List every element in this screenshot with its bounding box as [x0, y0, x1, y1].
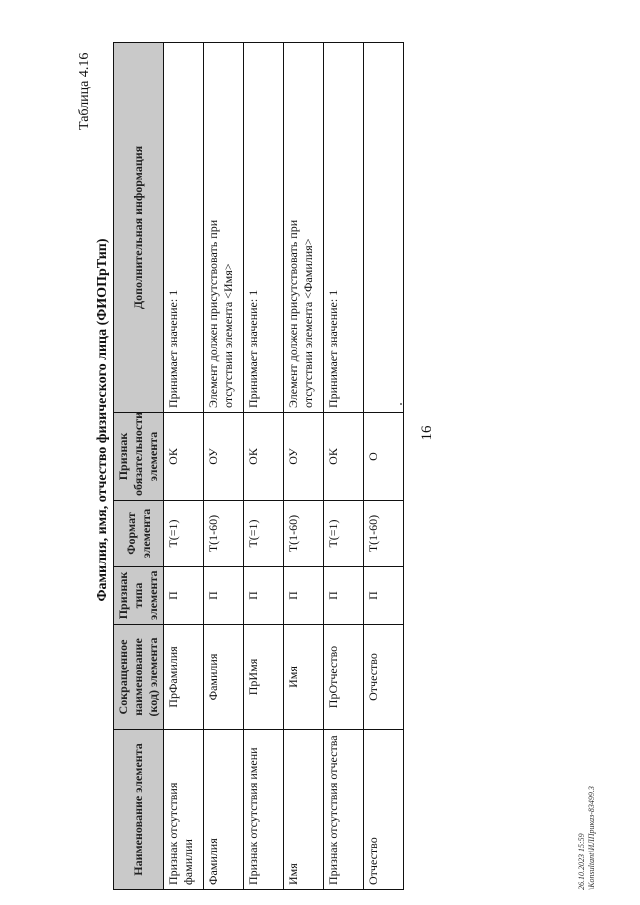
header-cell: Признак обязательности элемента [114, 413, 164, 501]
cell-required: ОК [164, 413, 204, 501]
cell-required: ОУ [204, 413, 244, 501]
cell-name: Имя [284, 730, 324, 890]
info-line: отсутствии элемента <Имя> [221, 263, 235, 408]
cell-type: П [244, 567, 284, 625]
scan-speck [400, 403, 402, 405]
cell-code: ПрОтчество [324, 625, 364, 730]
cell-required: ОК [244, 413, 284, 501]
info-line: Принимает значение: 1 [326, 289, 340, 408]
table-row [244, 43, 284, 890]
cell-format: T(=1) [324, 501, 364, 567]
cell-info [204, 43, 244, 413]
cell-code: ПрФамилия [164, 625, 204, 730]
cell-format: T(1-60) [284, 501, 324, 567]
header-cell: Формат элемента [114, 501, 164, 567]
cell-name: Отчество [364, 730, 404, 890]
table-title: Фамилия, имя, отчество физического лица (ФИОПрТип) [95, 238, 110, 602]
cell-type: П [164, 567, 204, 625]
table-row [284, 43, 324, 890]
cell-type: П [364, 567, 404, 625]
cell-required: ОУ [284, 413, 324, 501]
cell-name: Фамилия [204, 730, 244, 890]
cell-info [164, 43, 204, 413]
cell-code: Фамилия [204, 625, 244, 730]
table-caption: Таблица 4.16 [77, 52, 92, 130]
cell-required: О [364, 413, 404, 501]
header-cell: Наименование элемента [114, 730, 164, 890]
cell-name: Признак отсутствия имени [244, 730, 284, 890]
cell-name: Признак отсутствия отчества [324, 730, 364, 890]
info-line: Элемент должен присутствовать при [286, 219, 300, 408]
cell-code: ПрИмя [244, 625, 284, 730]
print-stamp [577, 786, 596, 890]
cell-info [324, 43, 364, 413]
header-cell: Признак типа элемента [114, 567, 164, 625]
cell-type: П [284, 567, 324, 625]
cell-info [364, 43, 404, 413]
header-cell: Дополнительная информация [114, 43, 164, 413]
table-row [204, 43, 244, 890]
cell-required: ОК [324, 413, 364, 501]
page-number: 16 [419, 425, 435, 441]
info-line: Принимает значение: 1 [166, 289, 180, 408]
table-row [364, 43, 404, 890]
table-row [164, 43, 204, 890]
cell-info [284, 43, 324, 413]
info-line: Элемент должен присутствовать при [206, 219, 220, 408]
cell-format: T(1-60) [364, 501, 404, 567]
cell-format: T(=1) [164, 501, 204, 567]
cell-code: Отчество [364, 625, 404, 730]
info-line: отсутствии элемента <Фамилия> [301, 238, 315, 408]
cell-type: П [324, 567, 364, 625]
cell-info [244, 43, 284, 413]
elements-table [113, 42, 404, 890]
cell-code: Имя [284, 625, 324, 730]
table-header-row [114, 43, 164, 890]
cell-format: T(1-60) [204, 501, 244, 567]
info-line: Принимает значение: 1 [246, 289, 260, 408]
table-row [324, 43, 364, 890]
print-stamp-date: 26.10.2023 15:59 [577, 833, 586, 890]
print-stamp-path: \Konsultant\ИЛПриказ-83499.3 [586, 786, 596, 890]
header-cell: Сокращенное наименование (код) элемента [114, 625, 164, 730]
cell-format: T(=1) [244, 501, 284, 567]
cell-name: Признак отсутствия фамилии [164, 730, 204, 890]
cell-type: П [204, 567, 244, 625]
